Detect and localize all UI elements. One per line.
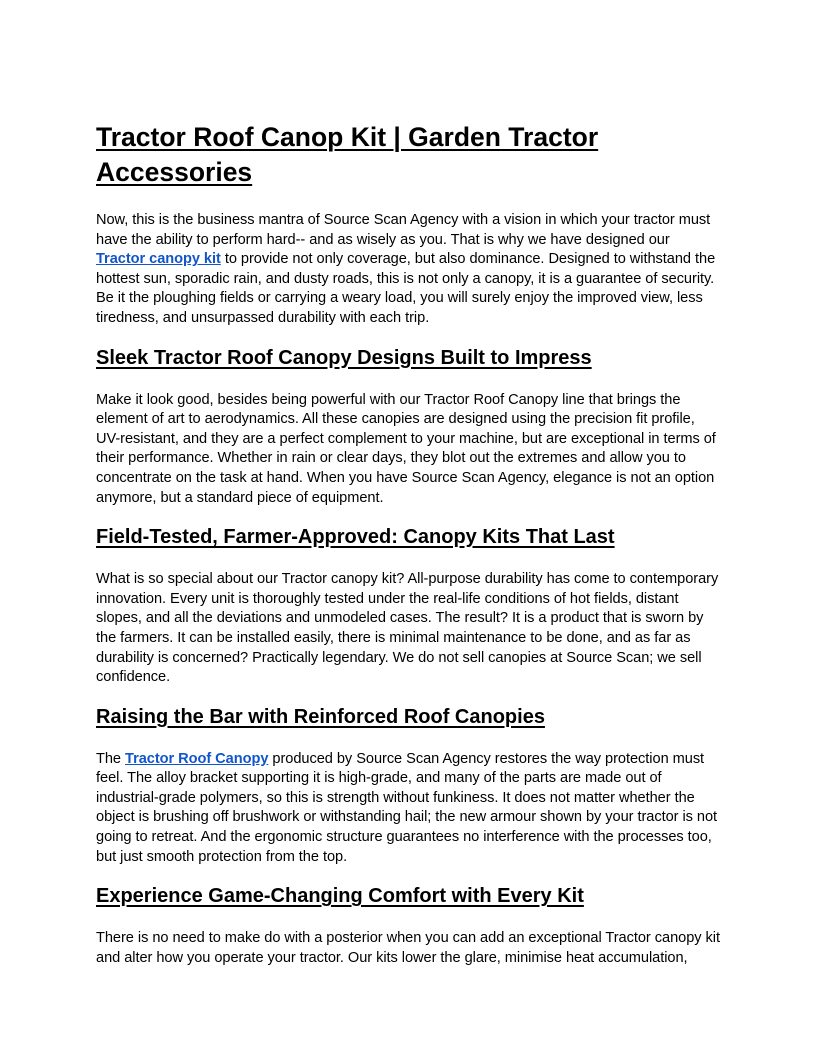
spacer [96, 190, 722, 211]
spacer [96, 550, 722, 570]
tractor-roof-canopy-link[interactable]: Tractor Roof Canopy [125, 750, 269, 767]
section-heading-field-tested: Field-Tested, Farmer-Approved: Canopy Kits That Last [96, 526, 615, 549]
spacer [96, 867, 722, 883]
section-paragraph-field-tested: What is so special about our Tractor canopy kit? All-purpose durability has come to contemporary innovation. Every unit is thoroughly tested under the real-life conditions of hot fields, distant slopes, and all the deviations and unmodeled cases. The result? It is a product that is sworn by the farmers. It can be installed easily, there is minimal maintenance to be done, and as far as durability is concerned? Practically legendary. We do not sell canopies at Source Scan; we sell confidence. [96, 571, 719, 686]
section-heading-sleek-designs: Sleek Tractor Roof Canopy Designs Built to Impress [96, 346, 592, 369]
document-page [96, 120, 722, 968]
spacer [96, 329, 722, 345]
section-heading-game-changing-comfort: Experience Game-Changing Comfort with Every Kit [96, 885, 584, 908]
section-heading-reinforced-canopies: Raising the Bar with Reinforced Roof Canopies [96, 705, 545, 728]
reinforced-text-before-link: The [96, 750, 126, 767]
section-paragraph-reinforced-canopies [96, 750, 722, 868]
spacer [96, 371, 722, 391]
reinforced-text-after-link: produced by Source Scan Agency restores the way protection must feel. The alloy bracket supporting it is high-grade, and many of the parts are made out of industrial-grade polymers, so this is strength without funkiness. It does not matter whether the object is brushing off brushwork or withstanding hail; the new armour shown by your tractor is not going to retreat. And the ergonomic structure guarantees no interference with the processes too, but just smooth protection from the top. [96, 750, 718, 865]
spacer [96, 909, 722, 929]
section-paragraph-game-changing-comfort: There is no need to make do with a posterior when you can add an exceptional Tractor canopy kit and alter how you operate your tractor. Our kits lower the glare, minimise heat accumulation, [96, 930, 720, 966]
intro-paragraph [96, 211, 722, 329]
page-title: Tractor Roof Canop Kit | Garden Tractor Accessories [96, 122, 599, 187]
section-paragraph-sleek-designs: Make it look good, besides being powerful with our Tractor Roof Canopy line that brings the element of art to aerodynamics. All these canopies are designed using the precision fit profile, UV-resistant, and they are a perfect complement to your machine, but are exceptional in terms of their performance. Whether in rain or clear days, they blot out the extremes and allow you to concentrate on the task at hand. When you have Source Scan Agency, elegance is not an option anymore, but a standard piece of equipment. [96, 391, 716, 506]
tractor-canopy-kit-link[interactable]: Tractor canopy kit [96, 251, 221, 268]
intro-text-before-link: Now, this is the business mantra of Source Scan Agency with a vision in which your tractor must have the ability to perform hard-- and as wisely as you. That is why we have designed our [96, 212, 711, 248]
spacer [96, 508, 722, 524]
intro-text-after-link: to provide not only coverage, but also dominance. Designed to withstand the hottest sun, sporadic rain, and dusty roads, this is not only a canopy, it is a guarantee of security. Be it the ploughing fields or carrying a weary load, you will surely enjoy the improved view, less tiredness, and unsurpassed durability with each trip. [96, 251, 716, 326]
spacer [96, 688, 722, 704]
spacer [96, 730, 722, 750]
